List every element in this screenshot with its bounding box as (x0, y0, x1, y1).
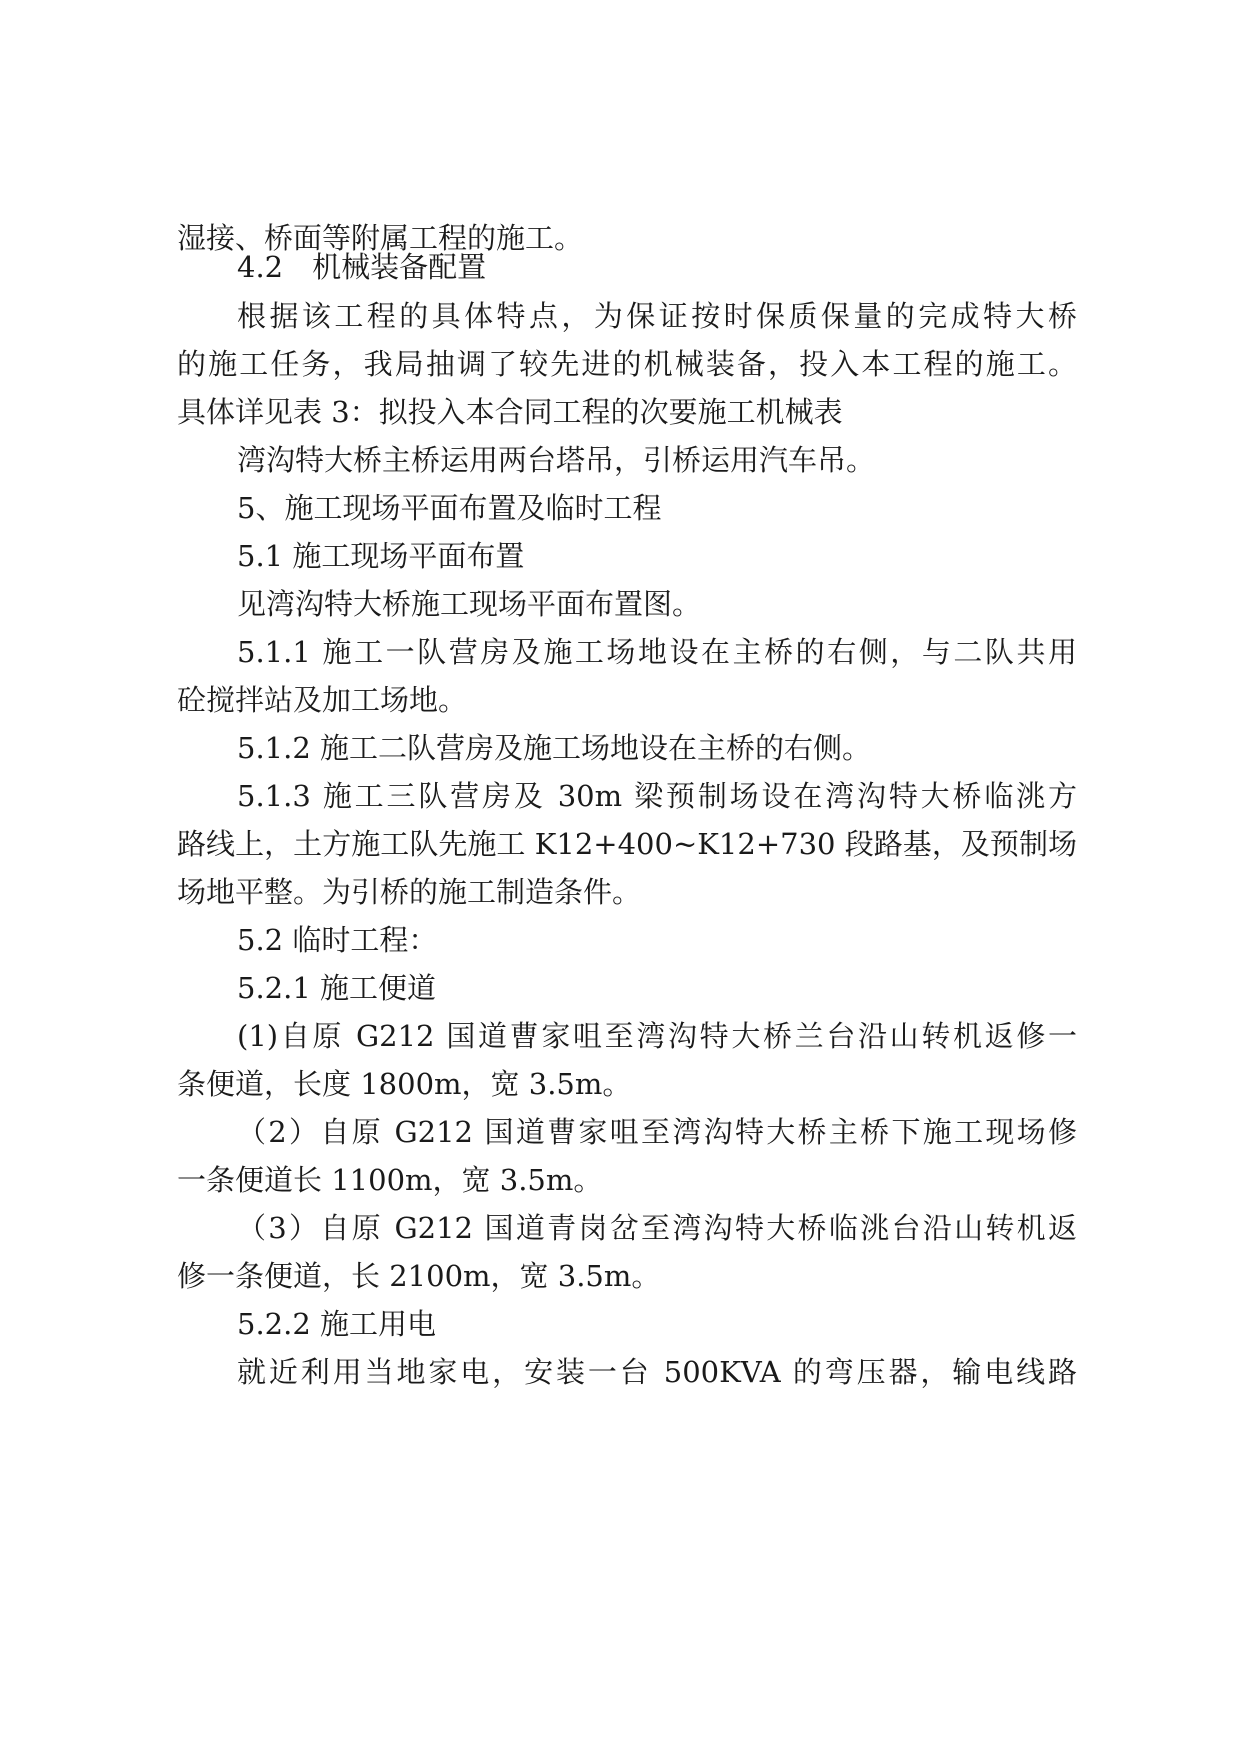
paragraph-line: 就近利用当地家电，安装一台 500KVA 的弯压器，输电线路 (237, 1355, 1077, 1389)
paragraph-line: 砼搅拌站及加工场地。 (177, 683, 468, 717)
paragraph-line: 根据该工程的具体特点，为保证按时保质保量的完成特大桥 (237, 299, 1077, 333)
section-heading: 5.2.2 施工用电 (237, 1307, 437, 1341)
paragraph-line: 场地平整。为引桥的施工制造条件。 (177, 875, 642, 909)
paragraph-line: 具体详见表 3：拟投入本合同工程的次要施工机械表 (177, 395, 843, 429)
paragraph-line: 见湾沟特大桥施工现场平面布置图。 (237, 587, 702, 621)
paragraph-line: 一条便道长 1100m，宽 3.5m。 (177, 1163, 603, 1197)
paragraph-line: 5.1.3 施工三队营房及 30m 梁预制场设在湾沟特大桥临洮方 (237, 779, 1077, 813)
paragraph-line: 5.1.2 施工二队营房及施工场地设在主桥的右侧。 (237, 731, 872, 765)
section-heading: 4.2 机械装备配置 (237, 250, 487, 284)
paragraph-line: (1)自原 G212 国道曹家咀至湾沟特大桥兰台沿山转机返修一 (237, 1019, 1077, 1053)
paragraph-line: 条便道，长度 1800m，宽 3.5m。 (177, 1067, 632, 1101)
paragraph-line: 的施工任务，我局抽调了较先进的机械装备，投入本工程的施工。 (177, 347, 1077, 381)
section-heading: 5.1 施工现场平面布置 (237, 539, 525, 573)
paragraph-line: 5.1.1 施工一队营房及施工场地设在主桥的右侧，与二队共用 (237, 635, 1077, 669)
paragraph-line: 路线上，土方施工队先施工 K12+400~K12+730 段路基，及预制场 (177, 827, 1077, 861)
paragraph-line: 湾沟特大桥主桥运用两台塔吊，引桥运用汽车吊。 (237, 443, 876, 477)
section-heading: 5、施工现场平面布置及临时工程 (237, 491, 662, 525)
paragraph-line: 湿接、桥面等附属工程的施工。 (177, 221, 584, 255)
paragraph-line: （3）自原 G212 国道青岗岔至湾沟特大桥临洮台沿山转机返 (237, 1211, 1077, 1245)
paragraph-line: （2）自原 G212 国道曹家咀至湾沟特大桥主桥下施工现场修 (237, 1115, 1077, 1149)
paragraph-line: 修一条便道，长 2100m，宽 3.5m。 (177, 1259, 661, 1293)
section-heading: 5.2.1 施工便道 (237, 971, 437, 1005)
section-heading: 5.2 临时工程： (237, 923, 438, 957)
